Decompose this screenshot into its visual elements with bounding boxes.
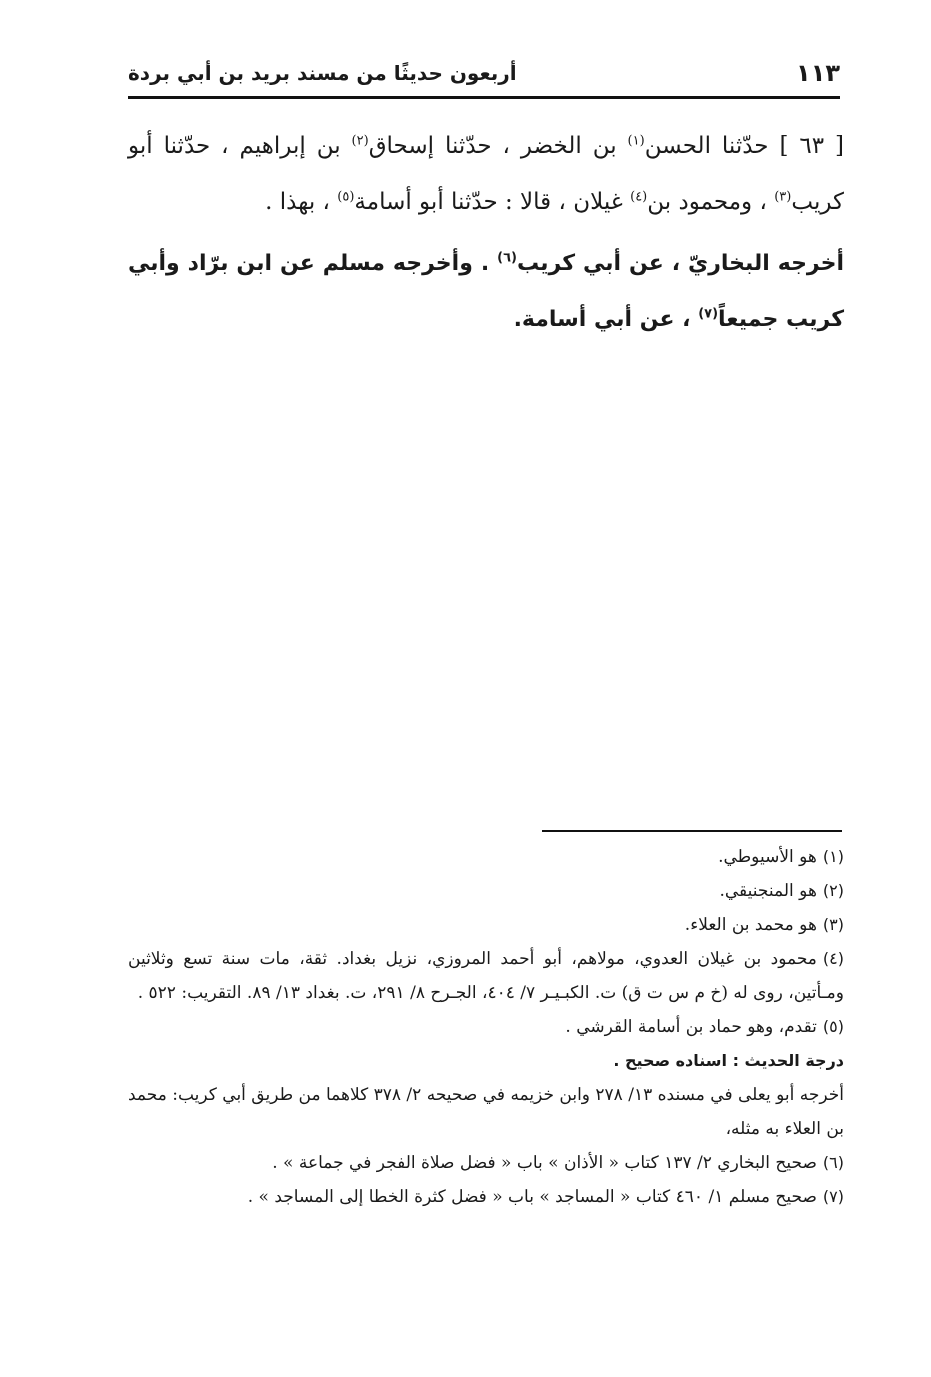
footnote-text: تقدم، وهو حماد بن أسامة القرشي . — [565, 1017, 817, 1037]
takhrij-paragraph — [128, 236, 844, 348]
running-title: أربعون حديثًا من مسند بريد بن أبي بردة — [128, 61, 517, 85]
hadith-paragraph — [128, 118, 844, 230]
hadith-grade — [128, 1044, 844, 1078]
footnote-ref-2[interactable]: (٢) — [351, 133, 369, 149]
footnotes — [128, 840, 844, 1214]
footnote-5 — [128, 1010, 844, 1044]
hadith-text: بن إبراهيم ، حدّثنا أبو كريب — [128, 133, 844, 215]
footnote-number: (٦) — [822, 1153, 844, 1172]
footnote-6 — [128, 1146, 844, 1180]
takhrij-text: أخرجه البخاريّ ، عن أبي كريب — [516, 251, 845, 276]
footnote-ref-4[interactable]: (٤) — [630, 189, 648, 205]
page-number: ١١٣ — [796, 59, 840, 87]
footnote-7 — [128, 1180, 844, 1214]
hadith-grade-detail — [128, 1078, 844, 1146]
footnote-number: (٢) — [822, 881, 844, 900]
footnote-separator — [542, 830, 842, 832]
footnote-ref-6[interactable]: (٦) — [497, 250, 517, 266]
footnote-text: صحيح البخاري ٢/ ١٣٧ كتاب « الأذان » باب « فضل صلاة الفجر في جماعة » . — [272, 1153, 817, 1173]
footnote-number: (١) — [822, 847, 844, 866]
footnote-ref-5[interactable]: (٥) — [337, 189, 355, 205]
running-header — [128, 52, 840, 94]
footnote-4 — [128, 942, 844, 1010]
footnote-number: (٣) — [822, 915, 844, 934]
grade-label: درجة الحديث : اسناده صحيح . — [613, 1051, 844, 1070]
footnote-3 — [128, 908, 844, 942]
hadith-text: ، ومحمود بن — [647, 189, 775, 215]
main-text — [128, 118, 844, 348]
header-rule — [128, 96, 840, 99]
takhrij-text: . وأخرجه مسلم عن ابن برّاد وأبي كريب جميعاً — [128, 251, 844, 332]
hadith-text: [ ٦٣ ] حدّثنا الحسن — [644, 133, 844, 159]
footnote-ref-7[interactable]: (٧) — [698, 306, 719, 322]
hadith-text: غيلان ، قالا : حدّثنا أبو أسامة — [354, 189, 631, 215]
footnote-number: (٧) — [822, 1187, 844, 1206]
footnote-number: (٥) — [822, 1017, 844, 1036]
hadith-text: ، بهذا . — [265, 189, 338, 215]
footnote-text: هو الأسيوطي. — [718, 847, 817, 867]
hadith-text: بن الخضر ، حدّثنا إسحاق — [368, 133, 628, 159]
footnote-1 — [128, 840, 844, 874]
footnote-ref-1[interactable]: (١) — [627, 133, 645, 149]
takhrij-text: ، عن أبي أسامة. — [513, 307, 699, 332]
footnote-ref-3[interactable]: (٣) — [774, 189, 792, 205]
footnote-text: هو المنجنيقي. — [719, 881, 817, 901]
footnote-text: صحيح مسلم ١/ ٤٦٠ كتاب « المساجد » باب « فضل كثرة الخطا إلى المساجد » . — [247, 1187, 817, 1207]
footnote-text: هو محمد بن العلاء. — [684, 915, 817, 935]
footnote-number: (٤) — [822, 949, 844, 968]
footnote-2 — [128, 874, 844, 908]
footnote-text: محمود بن غيلان العدوي، مولاهم، أبو أحمد المروزي، نزيل بغداد. ثقة، مات سنة تسع وثلاثين ومـأتين، روى له (خ م س ت ق) ت. الكبـيـر ٧/ ٤٠٤، الجـرح ٨/ ٢٩١، ت. بغداد ١٣/ ٨٩. التقريب: ٥٢٢ . — [128, 949, 844, 1003]
grade-text: أخرجه أبو يعلى في مسنده ١٣/ ٢٧٨ وابن خزيمه في صحيحه ٢/ ٣٧٨ كلاهما من طريق أبي كريب: محمد بن العلاء به مثله، — [128, 1085, 844, 1139]
